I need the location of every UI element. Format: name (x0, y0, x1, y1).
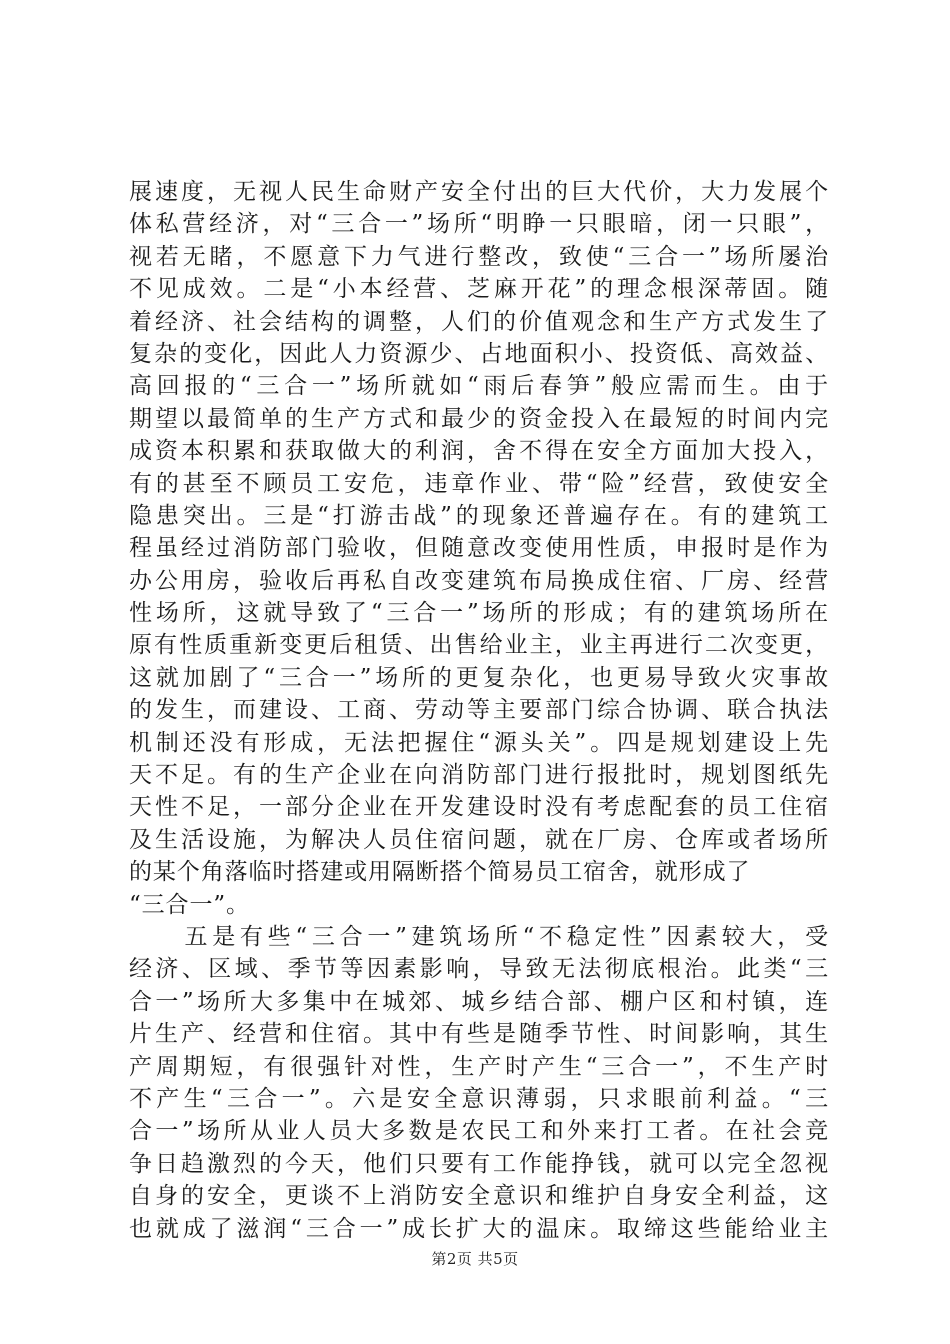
text-line: 的某个角落临时搭建或用隔断搭个简易员工宿舍，就形成了 (129, 859, 751, 886)
text-line: 也就成了滋润“三合一”成长扩大的温床。取缔这些能给业主 (129, 1215, 829, 1242)
text-line: 经济、区域、季节等因素影响，导致无法彻底根治。此类“三 (129, 956, 829, 983)
text-line: 合一”场所大多集中在城郊、城乡结合部、棚户区和村镇，连 (129, 988, 829, 1015)
text-line: 视若无睹，不愿意下力气进行整改，致使“三合一”场所屡治 (129, 243, 829, 270)
text-line: 这就加剧了“三合一”场所的更复杂化，也更易导致火灾事故 (129, 664, 829, 691)
text-line: 天不足。有的生产企业在向消防部门进行报批时，规划图纸先 (129, 762, 829, 789)
text-line: 天性不足，一部分企业在开发建设时没有考虑配套的员工住宿 (129, 794, 829, 821)
page-footer: 第2页 共5页 (431, 1250, 519, 1268)
text-line: 成资本积累和获取做大的利润，舍不得在安全方面加大投入， (129, 438, 829, 465)
text-line: 合一”场所从业人员大多数是农民工和外来打工者。在社会竞 (129, 1118, 829, 1145)
text-line: 隐患突出。三是“打游击战”的现象还普遍存在。有的建筑工 (129, 502, 829, 529)
text-line: 展速度，无视人民生命财产安全付出的巨大代价，大力发展个 (129, 179, 829, 205)
text-line: 产周期短，有很强针对性，生产时产生“三合一”，不生产时 (129, 1053, 829, 1080)
text-line: 不见成效。二是“小本经营、芝麻开花”的理念根深蒂固。随 (129, 276, 829, 303)
text-line: 五是有些“三合一”建筑场所“不稳定性”因素较大，受 (129, 923, 829, 950)
text-line: 高回报的“三合一”场所就如“雨后春笋”般应需而生。由于 (129, 373, 829, 400)
body-text (129, 176, 829, 1245)
text-line: 机制还没有形成，无法把握住“源头关”。四是规划建设上先 (129, 729, 829, 756)
text-line: 办公用房，验收后再私自改变建筑布局换成住宿、厂房、经营 (129, 567, 829, 594)
text-line: 着经济、社会结构的调整，人们的价值观念和生产方式发生了 (129, 308, 829, 335)
text-line: 复杂的变化，因此人力资源少、占地面积小、投资低、高效益、 (129, 340, 829, 367)
text-line: 期望以最简单的生产方式和最少的资金投入在最短的时间内完 (129, 405, 829, 432)
text-line: 及生活设施，为解决人员住宿问题，就在厂房、仓库或者场所 (129, 826, 829, 853)
text-line: 自身的安全，更谈不上消防安全意识和维护自身安全利益，这 (129, 1183, 829, 1210)
text-line: 争日趋激烈的今天，他们只要有工作能挣钱，就可以完全忽视 (129, 1150, 829, 1177)
text-line: 性场所，这就导致了“三合一”场所的形成；有的建筑场所在 (129, 600, 829, 627)
text-line: 不产生“三合一”。六是安全意识薄弱，只求眼前利益。“三 (129, 1085, 829, 1112)
text-line: “三合一”。 (129, 891, 250, 918)
text-line: 程虽经过消防部门验收，但随意改变使用性质，申报时是作为 (129, 535, 829, 562)
text-line: 有的甚至不顾员工安危，违章作业、带“险”经营，致使安全 (129, 470, 829, 497)
text-line: 片生产、经营和住宿。其中有些是随季节性、时间影响，其生 (129, 1021, 829, 1048)
text-line: 原有性质重新变更后租赁、出售给业主，业主再进行二次变更， (129, 632, 829, 659)
text-line: 体私营经济，对“三合一”场所“明睁一只眼暗，闭一只眼”， (129, 211, 829, 238)
text-line: 的发生，而建设、工商、劳动等主要部门综合协调、联合执法 (129, 697, 829, 724)
